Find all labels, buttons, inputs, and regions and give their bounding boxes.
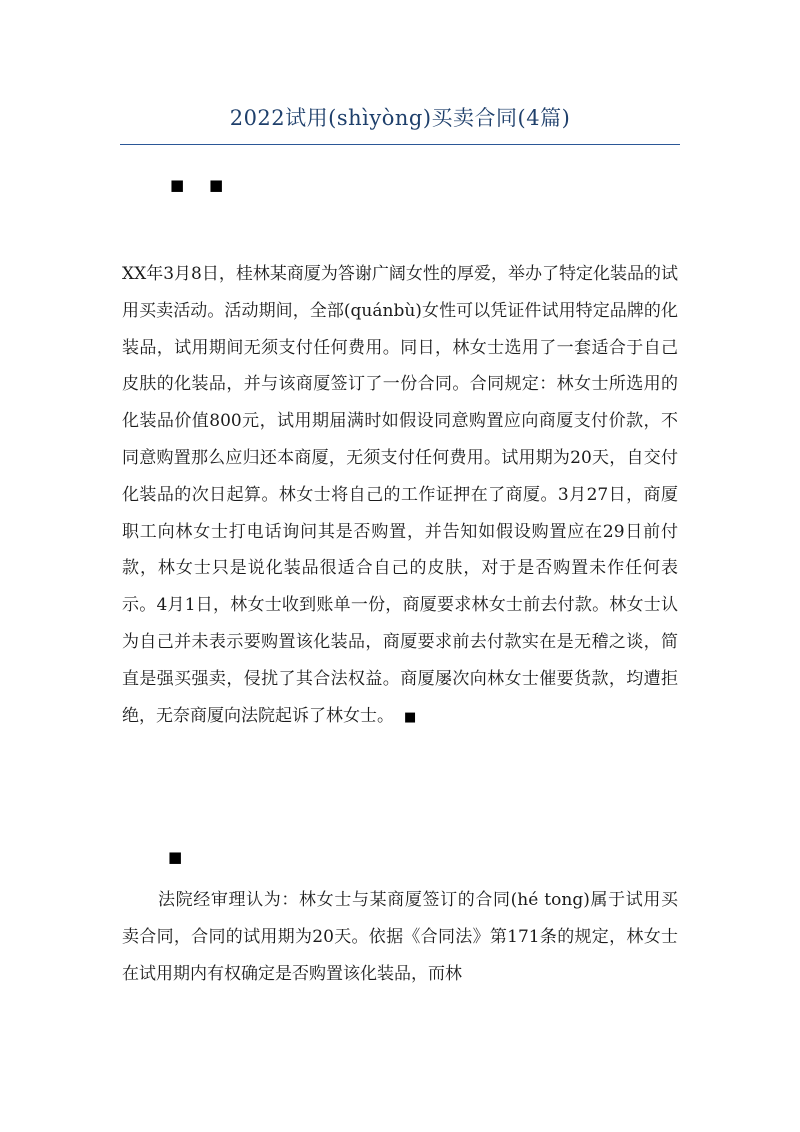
paragraph-end-mark: ■ bbox=[404, 709, 417, 725]
heading-marks: ■ ■ bbox=[170, 176, 234, 194]
paragraph-1-text: XX年3月8日，桂林某商厦为答谢广阔女性的厚爱，举办了特定化装品的试用买卖活动。活动期间，全部(quánbù)女性可以凭证件试用特定品牌的化装品，试用期间无须支付任何费用。同日，林女士选用了一套适合于自己皮肤的化装品，并与该商厦签订了一份合同。合同规定：林女士所选用的化装品价值800元，试用期届满时如假设同意购置应向商厦支付价款，不同意购置那么应归还本商厦，无须支付任何费用。试用期为20天，自交付化装品的次日起算。林女士将自己的工作证押在了商厦。3月27日，商厦职工向林女士打电话询问其是否购置，并告知如假设购置应在29日前付款，林女士只是说化装品很适合自己的皮肤，对于是否购置未作任何表示。4月1日，林女士收到账单一份，商厦要求林女士前去付款。林女士认为自己并未表示要购置该化装品，商厦要求前去付款实在是无稽之谈，简直是强买强卖，侵扰了其合法权益。商厦屡次向林女士催要货款，均遭拒绝，无奈商厦向法院起诉了林女士。 bbox=[122, 264, 678, 726]
document-title: 2022试用(shìyòng)买卖合同(4篇) bbox=[229, 106, 571, 130]
body-paragraph-1 bbox=[122, 256, 678, 736]
title-underline bbox=[120, 144, 680, 145]
body-paragraph-2: 法院经审理认为：林女士与某商厦签订的合同(hé tong)属于试用买卖合同，合同的试用期为20天。依据《合同法》第171条的规定，林女士在试用期内有权确定是否购置该化装品，而林 bbox=[122, 890, 678, 984]
section-marker: ■ bbox=[168, 848, 183, 866]
